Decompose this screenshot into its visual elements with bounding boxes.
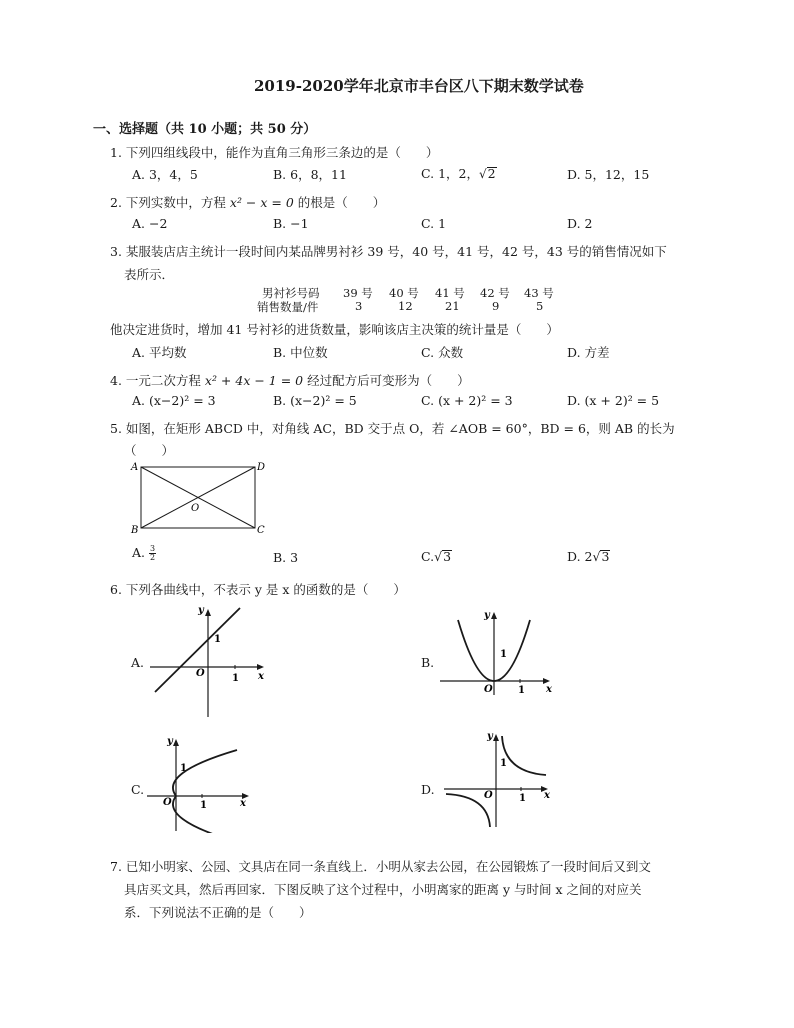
q5-option-a-prefix: A. bbox=[132, 545, 146, 560]
q6-graph-d[interactable] bbox=[442, 730, 557, 830]
question-6-stem: 6. 下列各曲线中，不表示 y 是 x 的函数的是（ ） bbox=[110, 582, 406, 597]
y-arrow-icon bbox=[173, 739, 179, 746]
y-axis-label: y bbox=[167, 736, 173, 747]
origin-label: O bbox=[163, 797, 172, 808]
q3-option-b[interactable]: B. 中位数 bbox=[273, 345, 328, 360]
q4-stem-post: 经过配方后可变形为（ ） bbox=[307, 373, 470, 388]
question-3-tail: 他决定进货时，增加 41 号衬衫的进货数量，影响该店主决策的统计量是（ ） bbox=[110, 322, 559, 337]
q5-option-a-fraction bbox=[149, 545, 156, 562]
y-axis-label: y bbox=[198, 605, 204, 616]
q6-graph-a[interactable] bbox=[150, 605, 270, 720]
question-3-line-2: 表所示． bbox=[124, 267, 175, 282]
y-tick-label: 1 bbox=[180, 763, 187, 774]
q3-table-cell-42: 9 bbox=[492, 299, 500, 313]
question-7-line-2: 具店买文具，然后再回家．下图反映了这个过程中，小明离家的距离 y 与时间 x 之间的对应关 bbox=[124, 882, 642, 897]
q6-option-b-label[interactable]: B. bbox=[421, 655, 435, 670]
q6-graph-b[interactable] bbox=[438, 608, 558, 698]
y-tick-label: 1 bbox=[500, 758, 507, 769]
origin-label: O bbox=[484, 684, 493, 695]
q5-option-c-radicand: 3 bbox=[443, 549, 452, 564]
q5-option-d-prefix: D. 2 bbox=[567, 549, 593, 564]
q3-table-header-39: 39 号 bbox=[343, 286, 373, 300]
x-tick-label: 1 bbox=[200, 800, 207, 811]
label-o: O bbox=[191, 503, 200, 514]
section-heading: 一、选择题（共 10 小题；共 50 分） bbox=[93, 122, 317, 137]
q6-option-c-label[interactable]: C. bbox=[131, 782, 145, 797]
question-5-line-1: 5. 如图，在矩形 ABCD 中，对角线 AC，BD 交于点 O，若 ∠AOB = 60°，BD = 6，则 AB 的长为 bbox=[110, 421, 675, 436]
question-7-line-3: 系．下列说法不正确的是（ ） bbox=[124, 905, 312, 920]
q5-rectangle-figure bbox=[128, 458, 268, 538]
q5-option-c-prefix: C. bbox=[421, 549, 435, 564]
question-7-line-1: 7. 已知小明家、公园、文具店在同一条直线上．小明从家去公园，在公园锻炼了一段时间后又到文 bbox=[110, 859, 651, 874]
q4-option-b[interactable]: B. (x−2)² = 5 bbox=[273, 393, 357, 408]
q3-table-row-label: 销售数量/件 bbox=[257, 300, 319, 314]
q2-option-b[interactable]: B. −1 bbox=[273, 216, 309, 231]
q3-table-header-43: 43 号 bbox=[524, 286, 554, 300]
question-4-stem bbox=[110, 371, 470, 389]
y-tick-label: 1 bbox=[214, 634, 221, 645]
curve-branch-upper bbox=[502, 736, 546, 775]
q5-a-numerator: 3 bbox=[150, 544, 156, 553]
q2-stem-math: x² − x = 0 bbox=[229, 195, 294, 210]
curve-line bbox=[155, 608, 240, 692]
q3-table-cell-41: 21 bbox=[445, 299, 460, 313]
q4-stem-math: x² + 4x − 1 = 0 bbox=[204, 373, 304, 388]
y-axis-label: y bbox=[487, 731, 493, 742]
q1-option-c-radicand: 2 bbox=[487, 166, 496, 181]
q5-option-d[interactable]: D. 2√3 bbox=[567, 549, 610, 564]
q5-option-a[interactable] bbox=[132, 545, 156, 562]
q2-option-c[interactable]: C. 1 bbox=[421, 216, 447, 231]
y-arrow-icon bbox=[493, 734, 499, 741]
question-1-stem: 1. 下列四组线段中，能作为直角三角形三条边的是（ ） bbox=[110, 145, 439, 160]
q2-option-a[interactable]: A. −2 bbox=[132, 216, 168, 231]
q4-option-d[interactable]: D. (x + 2)² = 5 bbox=[567, 393, 660, 408]
q1-option-d[interactable]: D. 5，12，15 bbox=[567, 167, 650, 182]
q3-table-header-41: 41 号 bbox=[435, 286, 465, 300]
x-axis-label: x bbox=[544, 790, 550, 801]
q5-option-c[interactable]: C.√3 bbox=[421, 549, 452, 564]
x-axis-label: x bbox=[240, 798, 246, 809]
origin-label: O bbox=[196, 668, 205, 679]
q4-option-c[interactable]: C. (x + 2)² = 3 bbox=[421, 393, 513, 408]
q2-stem-pre: 2. 下列实数中，方程 bbox=[110, 195, 226, 210]
q5-option-b[interactable]: B. 3 bbox=[273, 550, 299, 565]
x-tick-label: 1 bbox=[518, 685, 525, 696]
y-arrow-icon bbox=[205, 609, 211, 616]
q5-a-denominator: 2 bbox=[150, 553, 156, 562]
x-tick-label: 1 bbox=[519, 793, 526, 804]
q6-option-d-label[interactable]: D. bbox=[421, 782, 435, 797]
x-axis-label: x bbox=[546, 684, 552, 695]
q3-table-cell-43: 5 bbox=[536, 299, 544, 313]
q3-table-header-40: 40 号 bbox=[389, 286, 419, 300]
q3-table-header-42: 42 号 bbox=[480, 286, 510, 300]
q3-option-d[interactable]: D. 方差 bbox=[567, 345, 610, 360]
x-tick-label: 1 bbox=[232, 673, 239, 684]
label-a: A bbox=[131, 462, 139, 473]
q3-table-cell-40: 12 bbox=[398, 299, 413, 313]
q1-option-b[interactable]: B. 6，8，11 bbox=[273, 167, 347, 182]
x-arrow-icon bbox=[257, 664, 264, 670]
q1-option-c[interactable]: C. 1，2，√2 bbox=[421, 166, 496, 181]
q3-option-c[interactable]: C. 众数 bbox=[421, 345, 464, 360]
origin-label: O bbox=[484, 790, 493, 801]
label-d: D bbox=[257, 462, 266, 473]
q4-stem-pre: 4. 一元二次方程 bbox=[110, 373, 201, 388]
y-axis-label: y bbox=[484, 610, 490, 621]
q2-option-d[interactable]: D. 2 bbox=[567, 216, 593, 231]
x-axis-label: x bbox=[258, 671, 264, 682]
q4-option-a[interactable]: A. (x−2)² = 3 bbox=[132, 393, 216, 408]
q3-table-header-label: 男衬衫号码 bbox=[262, 286, 320, 300]
q5-option-d-radicand: 3 bbox=[601, 549, 610, 564]
y-arrow-icon bbox=[491, 612, 497, 619]
q6-option-a-label[interactable]: A. bbox=[131, 655, 145, 670]
y-tick-label: 1 bbox=[500, 649, 507, 660]
label-c: C bbox=[257, 525, 265, 536]
q3-table-cell-39: 3 bbox=[355, 299, 363, 313]
question-3-line-1: 3. 某服装店店主统计一段时间内某品牌男衬衫 39 号，40 号，41 号，42 号，43 号的销售情况如下 bbox=[110, 244, 667, 259]
q2-stem-post: 的根是（ ） bbox=[297, 195, 386, 210]
q3-option-a[interactable]: A. 平均数 bbox=[132, 345, 187, 360]
page-title: 2019-2020学年北京市丰台区八下期末数学试卷 bbox=[254, 77, 584, 95]
question-2-stem bbox=[110, 193, 385, 211]
q6-graph-c[interactable] bbox=[145, 733, 255, 833]
q1-option-c-text: C. 1，2， bbox=[421, 166, 479, 181]
label-b: B bbox=[131, 525, 139, 536]
q1-option-a[interactable]: A. 3，4，5 bbox=[132, 167, 198, 182]
question-5-line-2: （ ） bbox=[124, 443, 175, 458]
